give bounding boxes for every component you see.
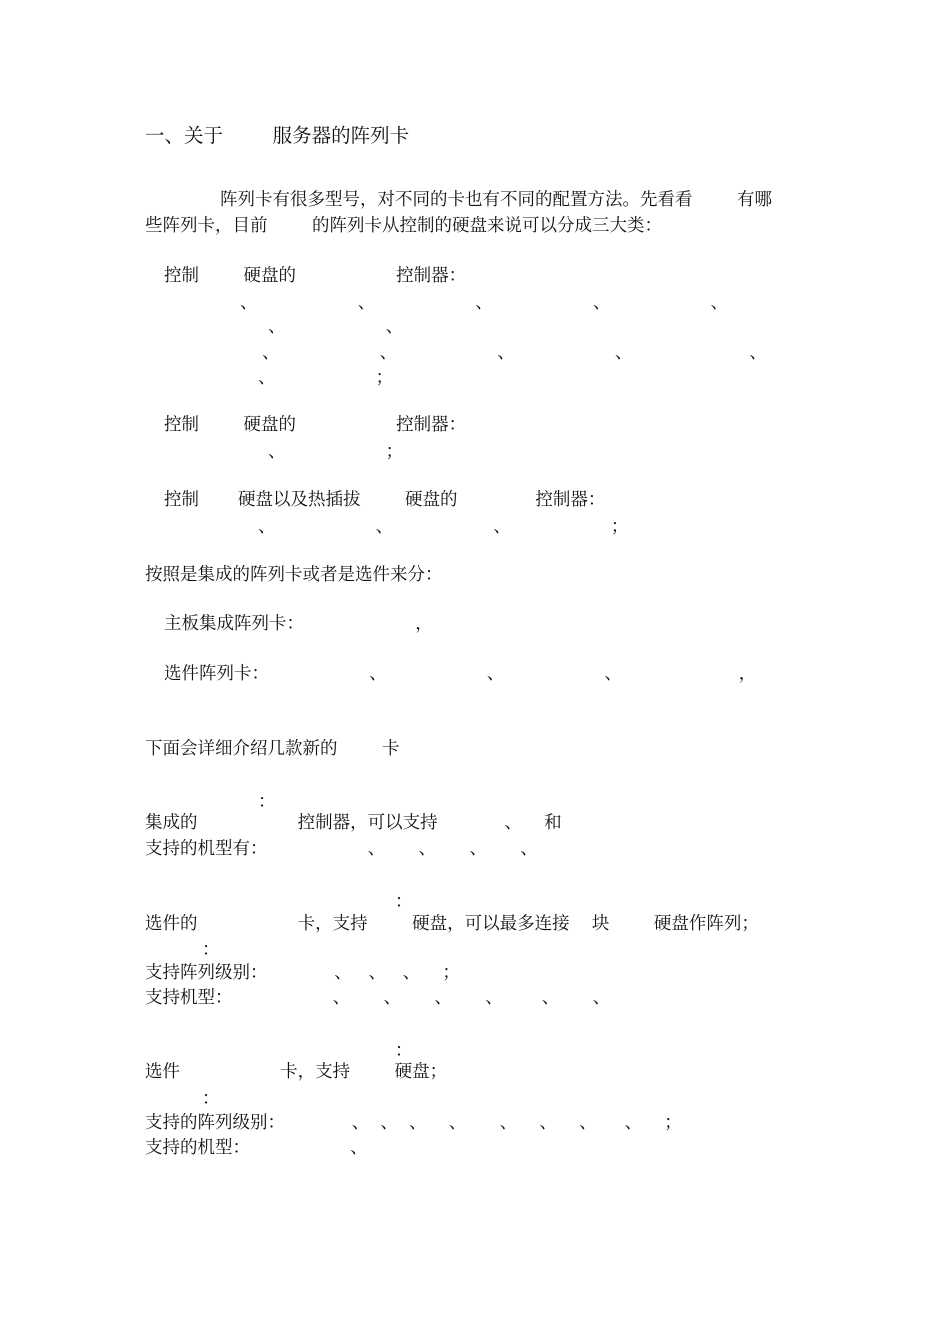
category-3-heading: 控制 硬盘以及热插拔 硬盘的 控制器： (164, 490, 606, 510)
card-2-colon-1: ： (395, 892, 413, 912)
category-1-line-2: 、 、 (268, 317, 404, 337)
card-1-line-2: 支持的机型有： 、 、 、 、 (145, 839, 538, 859)
card-2-line-3: 支持机型： 、 、 、 、 、 、 (145, 988, 611, 1008)
card-3-line-3: 支持的机型： 、 (145, 1138, 368, 1158)
category-2-line-1: 、 ； (268, 442, 404, 462)
card-2-line-2: 支持阵列级别： 、 、 、 ； (145, 963, 460, 983)
card-3-colon-1: ： (395, 1041, 413, 1061)
card-1-colon: ： (258, 792, 276, 812)
category-1-line-4: 、 ； (258, 368, 394, 388)
details-heading: 下面会详细介绍几款新的 卡 (145, 739, 400, 759)
category-2-heading: 控制 硬盘的 控制器： (164, 415, 467, 435)
category-1-heading: 控制 硬盘的 控制器： (164, 266, 467, 286)
category-1-line-1: 、 、 、 、 、 (240, 293, 729, 313)
category-3-line-1: 、 、 、 ； (258, 517, 629, 537)
card-3-line-2: 支持的阵列级别： 、 、 、 、 、 、 、 、 ； (145, 1113, 682, 1133)
integration-heading: 按照是集成的阵列卡或者是选件来分： (145, 565, 443, 585)
category-1-line-3: 、 、 、 、 、 (262, 343, 767, 363)
card-3-line-1: 选件 卡，支持 硬盘； (145, 1062, 448, 1082)
card-2-colon-2: ： (202, 940, 220, 960)
intro-line-2: 些阵列卡，目前 的阵列卡从控制的硬盘来说可以分成三大类： (145, 216, 662, 236)
intro-line-1: 阵列卡有很多型号，对不同的卡也有不同的配置方法。先看看 有哪 (220, 190, 772, 210)
onboard-raid-line: 主板集成阵列卡： ， (164, 614, 433, 634)
option-raid-line: 选件阵列卡： 、 、 、 ， (164, 664, 757, 684)
section-title: 一、关于 服务器的阵列卡 (145, 124, 410, 147)
card-2-line-1: 选件的 卡，支持 硬盘，可以最多连接 块 硬盘作阵列； (145, 914, 759, 934)
card-3-colon-2: ： (202, 1089, 220, 1109)
card-1-line-1: 集成的 控制器，可以支持 、 和 (145, 813, 562, 833)
